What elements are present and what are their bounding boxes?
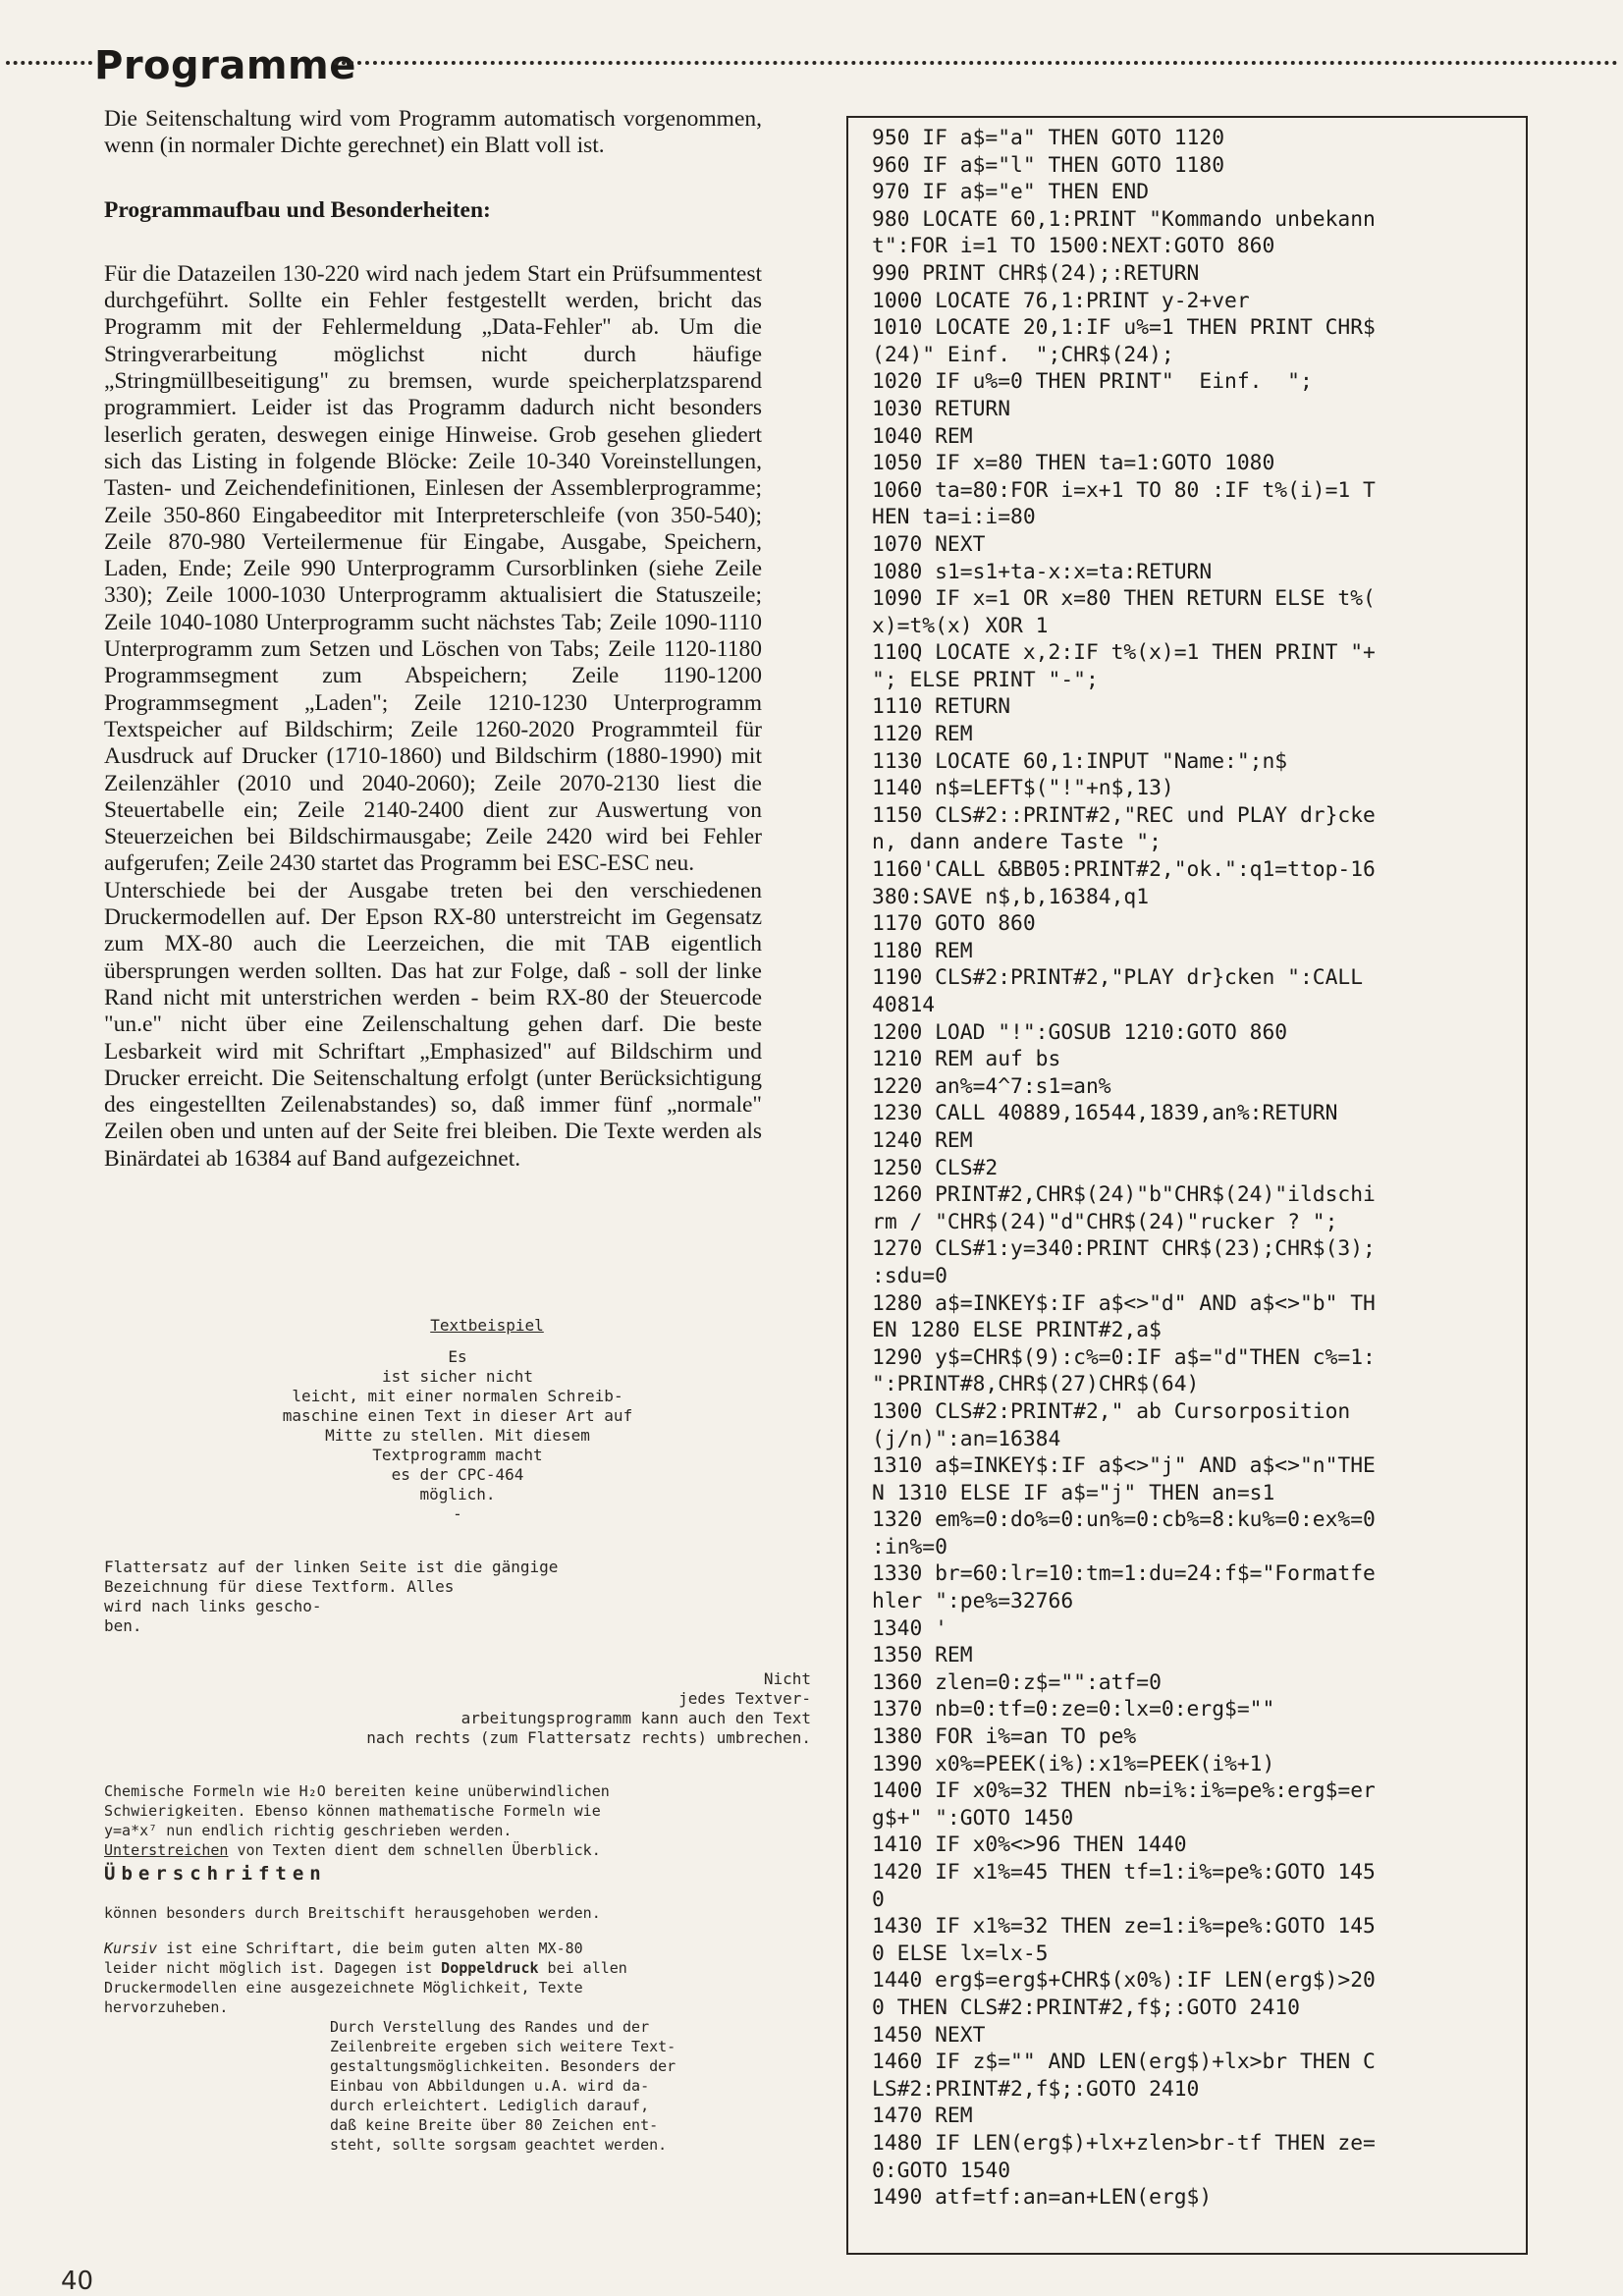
left-aligned-block	[104, 1558, 811, 1636]
listing-line: 990 PRINT CHR$(24);:RETURN	[872, 260, 1200, 286]
listing-line: 1030 RETURN	[872, 396, 1011, 421]
sample-line: durch erleichtert. Lediglich darauf,	[330, 2097, 650, 2114]
listing-line: :in%=0	[872, 1534, 947, 1559]
sample-line: Es	[448, 1347, 467, 1366]
listing-line: 1080 s1=s1+ta-x:x=ta:RETURN	[872, 559, 1213, 584]
sample-line: arbeitungsprogramm kann auch den Text	[460, 1709, 811, 1727]
text-sample	[104, 1316, 811, 2155]
sample-line: jedes Textver-	[678, 1689, 811, 1708]
sample-line: hervorzuheben.	[104, 1998, 229, 2016]
sample-line: Schwierigkeiten. Ebenso können mathematische Formeln wie	[104, 1802, 601, 1820]
listing-line: 0	[872, 1886, 885, 1912]
page-number: 40	[61, 2267, 94, 2296]
program-listing	[846, 116, 1528, 2255]
listing-line: 0:GOTO 1540	[872, 2158, 1011, 2183]
listing-line: 980 LOCATE 60,1:PRINT "Kommando unbekann	[872, 206, 1376, 232]
listing-line: (j/n)":an=16384	[872, 1426, 1061, 1451]
listing-line: 1340 '	[872, 1615, 947, 1641]
listing-line: 1350 REM	[872, 1643, 973, 1668]
listing-line: 1270 CLS#1:y=340:PRINT CHR$(23);CHR$(3);	[872, 1236, 1376, 1262]
listing-line: n, dann andere Taste ";	[872, 830, 1162, 855]
listing-line: 1440 erg$=erg$+CHR$(x0%):IF LEN(erg$)>20	[872, 1968, 1376, 1994]
sample-line: Zeilenbreite ergeben sich weitere Text-	[330, 2038, 676, 2055]
listing-line: rm / "CHR$(24)"d"CHR$(24)"rucker ? ";	[872, 1209, 1338, 1234]
listing-line: 1200 LOAD "!":GOSUB 1210:GOTO 860	[872, 1019, 1288, 1045]
italic-rest: ist eine Schriftart, die beim guten alten MX-80	[157, 1940, 583, 1957]
listing-line: LS#2:PRINT#2,f$;:GOTO 2410	[872, 2076, 1200, 2102]
italic-block	[104, 1939, 811, 2017]
listing-line: 1060 ta=80:FOR i=x+1 TO 80 :IF t%(i)=1 T	[872, 477, 1376, 503]
listing-line: 1070 NEXT	[872, 531, 986, 557]
listing-line: 1000 LOCATE 76,1:PRINT y-2+ver	[872, 288, 1250, 313]
wide-text: können besonders durch Breitschift herausgehoben werden.	[104, 1904, 601, 1922]
listing-line: 1300 CLS#2:PRINT#2," ab Cursorposition	[872, 1398, 1351, 1424]
listing-line: 1310 a$=INKEY$:IF a$<>"j" AND a$<>"n"THE	[872, 1453, 1376, 1479]
sample-line: Mitte zu stellen. Mit diesem	[325, 1426, 590, 1445]
subheading: Programmaufbau und Besonderheiten:	[104, 196, 491, 223]
right-aligned-block	[104, 1669, 811, 1748]
article-text	[104, 106, 762, 1173]
listing-line: 1390 x0%=PEEK(i%):x1%=PEEK(i%+1)	[872, 1751, 1275, 1777]
underline-line	[104, 1840, 811, 1860]
listing-line: 1330 br=60:lr=10:tm=1:du=24:f$="Formatfe	[872, 1561, 1376, 1587]
listing-line: 110Q LOCATE x,2:IF t%(x)=1 THEN PRINT "+	[872, 640, 1376, 666]
line-part: leider nicht möglich ist. Dagegen ist	[104, 1959, 442, 1977]
listing-line: 1170 GOTO 860	[872, 911, 1036, 937]
listing-line: 1360 zlen=0:z$="":atf=0	[872, 1669, 1162, 1695]
sample-line: Druckermodellen eine ausgezeichnete Möglichkeit, Texte	[104, 1979, 583, 1996]
bold-word: Doppeldruck	[441, 1959, 539, 1977]
section-title: Programme	[94, 43, 356, 88]
listing-line: 960 IF a$="l" THEN GOTO 1180	[872, 152, 1225, 178]
listing-line: 380:SAVE n$,b,16384,q1	[872, 884, 1150, 909]
listing-line: 1450 NEXT	[872, 2022, 986, 2048]
listing-line: HEN ta=i:i=80	[872, 505, 1036, 530]
listing-line: 1490 atf=tf:an=an+LEN(erg$)	[872, 2185, 1213, 2211]
listing-line: 1320 em%=0:do%=0:un%=0:cb%=8:ku%=0:ex%=0	[872, 1507, 1376, 1533]
italic-word: Kursiv	[104, 1940, 158, 1957]
listing-line: 1260 PRINT#2,CHR$(24)"b"CHR$(24)"ildschi	[872, 1182, 1376, 1208]
listing-line: 1120 REM	[872, 722, 973, 747]
listing-line: 1230 CALL 40889,16544,1839,an%:RETURN	[872, 1101, 1338, 1126]
listing-line: 0 THEN CLS#2:PRINT#2,f$;:GOTO 2410	[872, 1995, 1300, 2020]
sample-line: Textprogramm macht	[372, 1446, 543, 1464]
listing-line: N 1310 ELSE IF a$="j" THEN an=s1	[872, 1480, 1275, 1505]
indented-block	[330, 2017, 811, 2155]
listing-line: x)=t%(x) XOR 1	[872, 613, 1049, 638]
listing-line: 1050 IF x=80 THEN ta=1:GOTO 1080	[872, 451, 1275, 476]
sample-line	[104, 1939, 811, 1958]
sample-line: -	[453, 1504, 462, 1523]
sample-line: Einbau von Abbildungen u.A. wird da-	[330, 2077, 650, 2095]
listing-line: 1020 IF u%=0 THEN PRINT" Einf. ";	[872, 369, 1313, 395]
listing-line: 1130 LOCATE 60,1:INPUT "Name:";n$	[872, 748, 1288, 774]
sample-line: Chemische Formeln wie H₂O bereiten keine unüberwindlichen	[104, 1782, 610, 1800]
listing-line: 970 IF a$="e" THEN END	[872, 180, 1150, 205]
sample-line: ben.	[104, 1616, 142, 1635]
formula-block	[104, 1781, 811, 1860]
listing-line: 1420 IF x1%=45 THEN tf=1:i%=pe%:GOTO 145	[872, 1860, 1376, 1885]
listing-line: 1470 REM	[872, 2104, 973, 2129]
listing-line: 1370 nb=0:tf=0:ze=0:lx=0:erg$=""	[872, 1697, 1275, 1722]
sample-line: y=a*x⁷ nun endlich richtig geschrieben werden.	[104, 1822, 513, 1839]
listing-line: 1180 REM	[872, 938, 973, 963]
sample-line: steht, sollte sorgsam geachtet werden.	[330, 2136, 668, 2154]
listing-line: 1150 CLS#2::PRINT#2,"REC und PLAY dr}cke	[872, 802, 1376, 828]
sample-line: leicht, mit einer normalen Schreib-	[292, 1387, 623, 1405]
sample-line: nach rechts (zum Flattersatz rechts) umbrechen.	[366, 1728, 811, 1747]
listing-line: 1460 IF z$="" AND LEN(erg$)+lx>br THEN C	[872, 2050, 1376, 2075]
sample-line: möglich.	[419, 1485, 496, 1503]
listing-line: t":FOR i=1 TO 1500:NEXT:GOTO 860	[872, 234, 1275, 259]
sample-line	[104, 1958, 811, 1978]
listing-line: EN 1280 ELSE PRINT#2,a$	[872, 1318, 1162, 1343]
listing-line: 1290 y$=CHR$(9):c%=0:IF a$="d"THEN c%=1:	[872, 1344, 1376, 1370]
sample-line: wird nach links gescho-	[104, 1597, 322, 1615]
intro-paragraph: Die Seitenschaltung wird vom Programm automatisch vorgenommen, wenn (in normaler Dichte gerechnet) ein Blatt voll ist.	[104, 106, 762, 159]
listing-line: ":PRINT#8,CHR$(27)CHR$(64)	[872, 1372, 1200, 1397]
listing-line: 1190 CLS#2:PRINT#2,"PLAY dr}cken ":CALL	[872, 965, 1364, 991]
line-part: bei allen	[538, 1959, 627, 1977]
sample-line: ist sicher nicht	[381, 1367, 534, 1386]
listing-line: :sdu=0	[872, 1263, 947, 1288]
listing-line: 1160'CALL &BB05:PRINT#2,"ok.":q1=ttop-16	[872, 857, 1376, 883]
listing-line: 1140 n$=LEFT$("!"+n$,13)	[872, 776, 1174, 801]
listing-line: 1430 IF x1%=32 THEN ze=1:i%=pe%:GOTO 145	[872, 1914, 1376, 1940]
sample-line: daß keine Breite über 80 Zeichen ent-	[330, 2116, 659, 2134]
listing-line: 1280 a$=INKEY$:IF a$<>"d" AND a$<>"b" TH	[872, 1290, 1376, 1316]
listing-line: 1090 IF x=1 OR x=80 THEN RETURN ELSE t%(	[872, 586, 1376, 612]
sample-line: Nicht	[763, 1669, 811, 1688]
sample-heading: Textbeispiel	[430, 1316, 544, 1335]
listing-line: (24)" Einf. ";CHR$(24);	[872, 342, 1174, 367]
listing-line: 1110 RETURN	[872, 694, 1011, 720]
underlined-word: Unterstreichen	[104, 1841, 229, 1859]
listing-line: g$+" ":GOTO 1450	[872, 1805, 1074, 1831]
listing-line: 1480 IF LEN(erg$)+lx+zlen>br-tf THEN ze=	[872, 2130, 1376, 2156]
listing-line: 1010 LOCATE 20,1:IF u%=1 THEN PRINT CHR$	[872, 315, 1376, 341]
listing-line: 1380 FOR i%=an TO pe%	[872, 1724, 1137, 1750]
underline-rest: von Texten dient dem schnellen Überblick.	[228, 1841, 601, 1859]
sample-line: es der CPC-464	[391, 1465, 524, 1484]
listing-line: 1250 CLS#2	[872, 1155, 999, 1180]
listing-line: 1210 REM auf bs	[872, 1047, 1061, 1072]
body-paragraph-1: Für die Datazeilen 130-220 wird nach jedem Start ein Prüfsummentest durchgeführt. Sollte ein Fehler festgestellt werden, bricht das Programm mit der Fehlermeldung „Data-Fehler" ab. Um die Stringverarbeitung möglichst nicht durch häufige „Stringmüllbeseitigung" zu bremsen, wurde speicherplatzsparend programmiert. Leider ist das Programm dadurch nicht besonders leserlich geraten, deswegen einige Hinweise. Grob gesehen gliedert sich das Listing in folgende Blöcke: Zeile 10-340 Voreinstellungen, Tasten- und Zeichendefinitionen, Einlesen der Assemblerprogramme; Zeile 350-860 Eingabeeditor mit Interpreterschleife (von 350-540); Zeile 870-980 Verteilermenue für Eingabe, Ausgabe, Speichern, Laden, Ende; Zeile 990 Unterprogramm Cursorblinken (siehe Zeile 330); Zeile 1000-1030 Unterprogramm aktualisiert die Statuszeile; Zeile 1040-1080 Unterprogramm sucht nächstes Tab; Zeile 1090-1110 Unterprogramm zum Setzen und Löschen von Tabs; Zeile 1120-1180 Programmsegment zum Abspeichern; Zeile 1190-1200 Programmsegment „Laden"; Zeile 1210-1230 Unterprogramm Textspeicher auf Bildschirm; Zeile 1260-2020 Programmteil für Ausdruck auf Drucker (1710-1860) und Bildschirm (1880-1990) mit Zeilenzähler (2010 und 2040-2060); Zeile 2070-2130 liest die Steuertabelle ein; Zeile 2140-2400 dient zur Auswertung von Steuerzeichen bei Bildschirmausgabe; Zeile 2420 wird bei Fehler aufgerufen; Zeile 2430 startet das Programm bei ESC-ESC neu.	[104, 260, 762, 877]
sample-line: Bezeichnung für diese Textform. Alles	[104, 1577, 455, 1596]
listing-line: 1400 IF x0%=32 THEN nb=i%:i%=pe%:erg$=er	[872, 1778, 1376, 1804]
listing-line: 1240 REM	[872, 1127, 973, 1153]
listing-line: 1220 an%=4^7:s1=an%	[872, 1073, 1111, 1099]
listing-line: 0 ELSE lx=lx-5	[872, 1941, 1049, 1966]
listing-line: "; ELSE PRINT "-";	[872, 667, 1099, 692]
listing-line: 950 IF a$="a" THEN GOTO 1120	[872, 126, 1225, 150]
listing-line: hler ":pe%=32766	[872, 1589, 1074, 1614]
listing-line: 1040 REM	[872, 423, 973, 449]
header-rule-right	[334, 61, 1618, 65]
sample-line: maschine einen Text in dieser Art auf	[282, 1406, 633, 1425]
listing-line: 40814	[872, 993, 936, 1017]
centered-block	[104, 1347, 811, 1524]
header-rule-left	[6, 61, 92, 65]
sample-line: Durch Verstellung des Randes und der	[330, 2018, 650, 2036]
wide-heading: Überschriften	[104, 1863, 327, 1885]
body-paragraph-2: Unterschiede bei der Ausgabe treten bei den verschiedenen Druckermodellen auf. Der Epson RX-80 unterstreicht im Gegensatz zum MX-80 auch die Leerzeichen, die mit TAB eigentlich übersprungen werden sollten. Das hat zur Folge, daß - soll der linke Rand nicht mit unterstrichen werden - beim RX-80 der Steuercode "un.e" nicht über eine Zeilenschaltung gehen darf. Die beste Lesbarkeit wird mit Schriftart „Emphasized" auf Bildschirm und Drucker erreicht. Die Seitenschaltung erfolgt (unter Berücksichtigung des eingestellten Zeilenabstandes) so, daß immer fünf „normale" Zeilen oben und unten auf der Seite frei bleiben. Die Texte werden als Binärdatei ab 16384 auf Band aufgezeichnet.	[104, 877, 762, 1172]
listing-line: 1410 IF x0%<>96 THEN 1440	[872, 1832, 1187, 1858]
sample-line: gestaltungsmöglichkeiten. Besonders der	[330, 2057, 676, 2075]
sample-line: Flattersatz auf der linken Seite ist die gängige	[104, 1558, 559, 1576]
